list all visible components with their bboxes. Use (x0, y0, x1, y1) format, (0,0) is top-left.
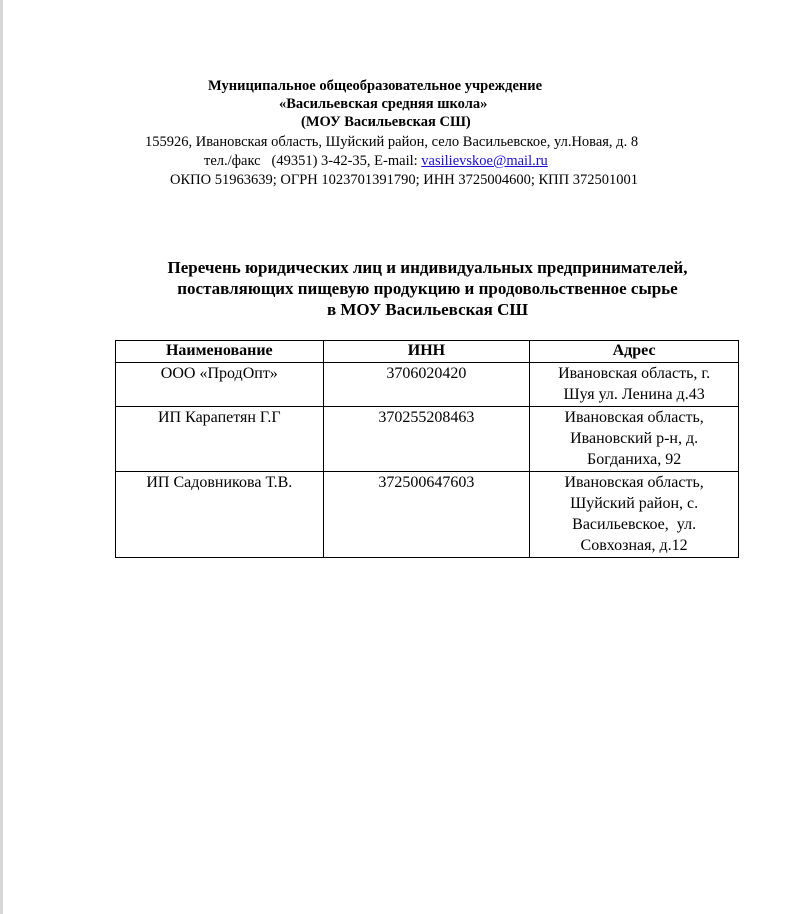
column-header-inn: ИНН (323, 341, 530, 363)
school-abbreviation: (МОУ Васильевская СШ) (301, 114, 471, 130)
title-line-2: поставляющих пищевую продукцию и продовольственное сырье (177, 279, 678, 298)
registry-codes: ОКПО 51963639; ОГРН 1023701391790; ИНН 3725004600; КПП 372501001 (170, 172, 638, 188)
supplier-inn: 3706020420 (323, 363, 530, 407)
supplier-address (530, 472, 739, 558)
school-address: 155926, Ивановская область, Шуйский район, село Васильевское, ул.Новая, д. 8 (145, 134, 639, 150)
contact-line (204, 151, 548, 171)
table-header-row (116, 341, 739, 363)
address-line: Шуйский район, с. (570, 495, 699, 512)
supplier-address (530, 407, 739, 472)
supplier-inn: 372500647603 (323, 472, 530, 558)
address-line: Совхозная, д.12 (580, 537, 688, 554)
page-left-edge (0, 0, 3, 914)
suppliers-table (115, 340, 739, 558)
title-line-3: в МОУ Васильевская СШ (326, 300, 529, 319)
email-link[interactable]: vasilievskoe@mail.ru (421, 153, 548, 169)
supplier-name: ООО «ПродОпт» (116, 363, 324, 407)
supplier-inn: 370255208463 (323, 407, 530, 472)
institution-type: Муниципальное общеобразовательное учреждение (208, 78, 543, 94)
title-line-1: Перечень юридических лиц и индивидуальных предпринимателей, (167, 258, 688, 277)
address-line: Ивановская область, г. (558, 365, 711, 382)
column-header-name: Наименование (116, 341, 324, 363)
address-line: Ивановская область, (564, 474, 704, 491)
address-line: Богданиха, 92 (587, 451, 682, 468)
supplier-address (530, 363, 739, 407)
table-row (116, 407, 739, 472)
address-line: Васильевское, ул. (572, 516, 697, 533)
table-row (116, 472, 739, 558)
address-line: Ивановский р-н, д. (570, 430, 699, 447)
supplier-name: ИП Садовникова Т.В. (116, 472, 324, 558)
address-line: Ивановская область, (564, 409, 704, 426)
school-name: «Васильевская средняя школа» (279, 96, 488, 112)
supplier-name: ИП Карапетян Г.Г (116, 407, 324, 472)
table-row (116, 363, 739, 407)
column-header-address: Адрес (530, 341, 739, 363)
phone-fax: тел./факс (49351) 3-42-35, E-mail: (204, 153, 422, 169)
address-line: Шуя ул. Ленина д.43 (563, 386, 705, 403)
